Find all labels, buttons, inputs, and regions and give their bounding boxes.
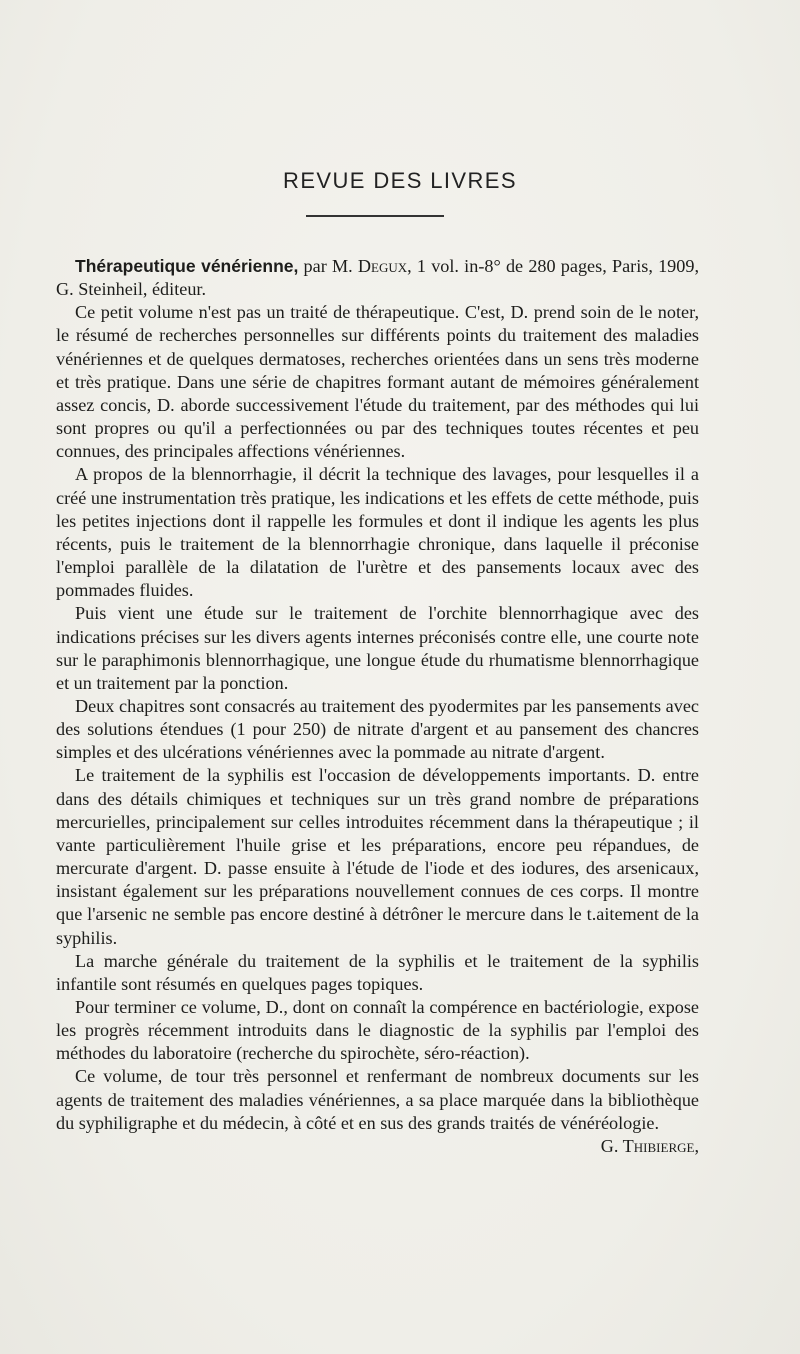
review-paragraph: Le traitement de la syphilis est l'occasion de développements importants. D. entre dans des détails chimiques et techniques sur un très grand nombre de préparations mercurielles, principalement sur celles introduites récemment dans la thérapeutique ; il vante particulièrement l'huile grise et les préparations, encore peu répandues, de mercurate d'argent. D. passe ensuite à l'étude de l'iode et des iodures, des arsenicaux, insistant également sur les préparations nouvellement connues de ces corps. Il montre que l'arsenic ne semble pas encore destiné à détrôner le mercure dans le t.aitement de la syphilis. (56, 765, 699, 948)
review-paragraph: Ce petit volume n'est pas un traité de thérapeutique. C'est, D. prend soin de le noter, le résumé de recherches personnelles sur différents points du traitement des maladies vénériennes et de quelques dermatoses, recherches orientées dans un sens très moderne et très pratique. Dans une série de chapitres formant autant de mémoires généralement assez concis, D. aborde successivement l'étude du traitement, par des méthodes qui lui sont propres ou qu'il a perfectionnées ou par des techniques toutes récentes et peu connues, des principales affections vénériennes. (56, 302, 699, 462)
book-author: Degux, (357, 256, 412, 276)
review-final-paragraph (56, 1065, 699, 1156)
review-paragraph: Puis vient une étude sur le traitement de l'orchite blennorrhagique avec des indications précises sur les divers agents internes préconisés contre elle, une courte note sur le paraphimonis blennorrhagique, une longue étude du rhumatisme blennorrhagique et un traitement par la ponction. (56, 603, 699, 693)
review-paragraph: A propos de la blennorrhagie, il décrit la technique des lavages, pour lesquelles il a créé une instrumentation très pratique, les indications et les effets de cette méthode, puis les petites injections dont il rappelle les formules et dont il indique les agents les plus récents, puis le traitement de la blennorrhagie chronique, dans laquelle il préconise l'emploi parallèle de la dilatation de l'urètre et des pansements locaux avec des pommades fluides. (56, 464, 699, 601)
review-citation (56, 255, 699, 301)
review-paragraph: Pour terminer ce volume, D., dont on connaît la compérence en bactériologie, expose les progrès récemment introduits dans le diagnostic de la syphilis par l'emploi des méthodes du laboratoire (recherche du spirochète, séro-réaction). (56, 997, 699, 1064)
page-title: REVUE DES LIVRES (283, 168, 517, 193)
final-paragraph-text: Ce volume, de tour très personnel et renfermant de nombreux documents sur les agents de traitement des maladies vénériennes, a sa place marquée dans la bibliothèque du syphiligraphe et du médecin, à côté et en sus des grands traités de vénéréologie. (56, 1066, 699, 1133)
citation-details: 1 vol. in-8° de 280 pages, Paris, 1909, G. Steinheil, éditeur. (56, 256, 699, 300)
title-divider (306, 215, 444, 217)
citation-par: par M. (298, 256, 358, 276)
review-paragraph: Deux chapitres sont consacrés au traitement des pyodermites par les pansements avec des solutions étendues (1 pour 250) de nitrate d'argent et au pansement des chancres simples et des ulcérations vénériennes avec la pommade au nitrate d'argent. (56, 695, 699, 763)
reviewer-signature: G. Thibierge, (600, 1135, 699, 1156)
book-title: Thérapeutique vénérienne, (75, 256, 299, 276)
review-paragraph: La marche générale du traitement de la syphilis et le traitement de la syphilis infantile sont résumés en quelques pages topiques. (56, 950, 699, 994)
review-body (56, 255, 699, 1158)
